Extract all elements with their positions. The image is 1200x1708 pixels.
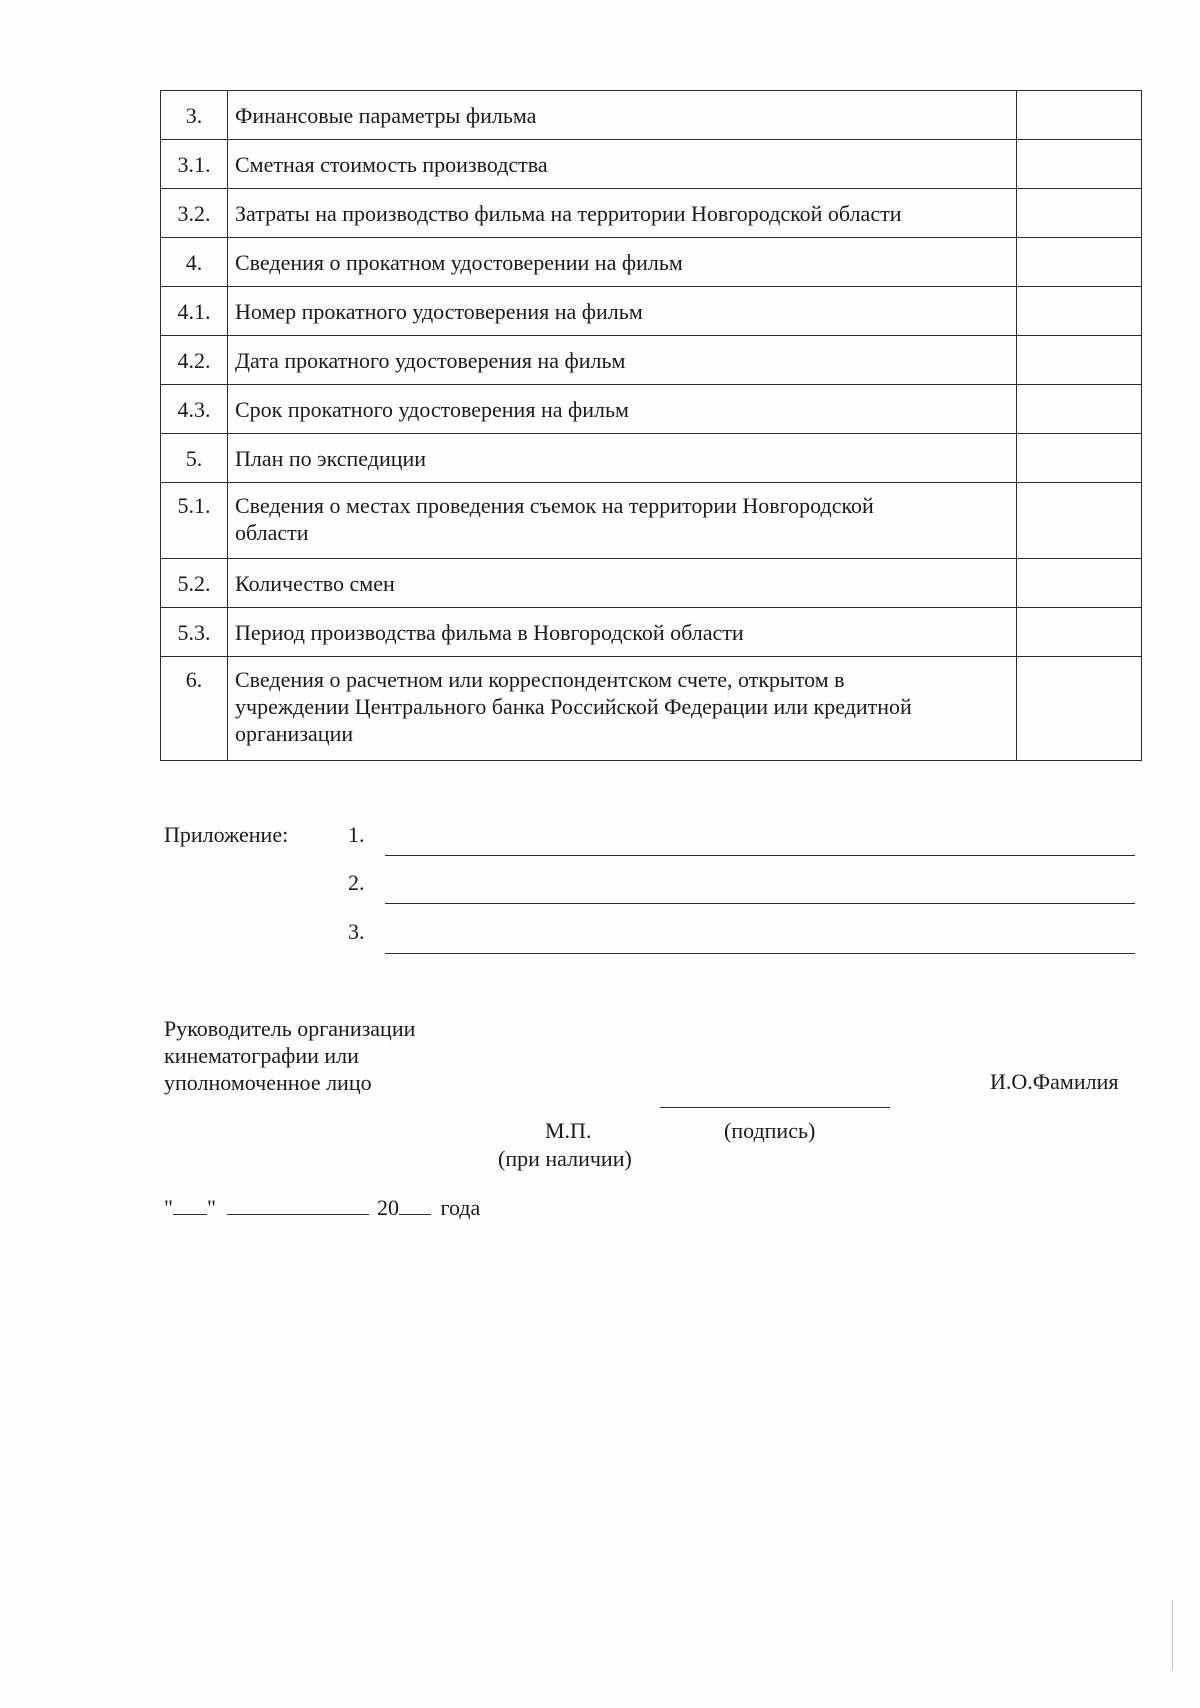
appendix-item-number: 2. [348,870,365,895]
row-number: 3.2. [161,189,228,238]
row-text-line: области [235,520,309,545]
signer-title-line: кинематографии или [164,1043,359,1068]
table-row [161,608,1142,657]
row-text [228,657,1017,761]
row-text: Период производства фильма в Новгородской области [228,608,1017,657]
value-cell[interactable] [1017,238,1142,287]
table-row [161,238,1142,287]
scan-artifact [1172,1600,1173,1670]
appendix-item-number: 1. [348,822,365,847]
table-row [161,559,1142,608]
row-number: 4.1. [161,287,228,336]
value-cell[interactable] [1017,608,1142,657]
table-row [161,189,1142,238]
row-number: 6. [161,657,228,761]
day-blank[interactable] [173,1194,207,1215]
year-suffix: года [440,1195,481,1220]
row-number: 5.1. [161,483,228,559]
row-text-line: Сведения о местах проведения съемок на территории Новгородской [235,493,874,518]
row-number: 5.3. [161,608,228,657]
row-text: Сведения о прокатном удостоверении на фильм [228,238,1017,287]
row-number: 4. [161,238,228,287]
table-row [161,140,1142,189]
table-row [161,657,1142,761]
table-row [161,91,1142,140]
appendix-item-line[interactable] [385,903,1135,904]
row-number: 3. [161,91,228,140]
row-number: 5.2. [161,559,228,608]
row-text: Затраты на производство фильма на территории Новгородской области [228,189,1017,238]
appendix-label: Приложение: [164,822,289,847]
signature-line[interactable] [660,1107,890,1108]
date-close-quote: " [206,1195,216,1220]
value-cell[interactable] [1017,91,1142,140]
value-cell[interactable] [1017,483,1142,559]
signer-name: И.О.Фамилия [990,1069,1119,1094]
value-cell[interactable] [1017,336,1142,385]
table-row [161,287,1142,336]
seal-note: (при наличии) [498,1146,632,1171]
signature-caption: (подпись) [724,1118,816,1143]
seal-label: М.П. [545,1118,592,1143]
value-cell[interactable] [1017,189,1142,238]
table-row [161,336,1142,385]
row-text: Количество смен [228,559,1017,608]
row-text: Срок прокатного удостоверения на фильм [228,385,1017,434]
appendix-item-line[interactable] [385,855,1135,856]
value-cell[interactable] [1017,140,1142,189]
row-text-line: учреждении Центрального банка Российской Федерации или кредитной [235,694,912,719]
row-text: Номер прокатного удостоверения на фильм [228,287,1017,336]
value-cell[interactable] [1017,559,1142,608]
table-row [161,385,1142,434]
date-open-quote: " [164,1195,173,1220]
appendix-item-number: 3. [348,919,365,944]
date-line [164,1194,480,1221]
signer-title-line: Руководитель организации [164,1016,416,1041]
row-text [228,483,1017,559]
month-blank[interactable] [227,1194,369,1215]
value-cell[interactable] [1017,287,1142,336]
value-cell[interactable] [1017,657,1142,761]
appendix-item-line[interactable] [385,953,1135,954]
row-number: 5. [161,434,228,483]
row-number: 4.2. [161,336,228,385]
year-prefix: 20 [376,1195,399,1220]
table-row [161,434,1142,483]
row-text: Сметная стоимость производства [228,140,1017,189]
row-number: 3.1. [161,140,228,189]
value-cell[interactable] [1017,434,1142,483]
row-text: Финансовые параметры фильма [228,91,1017,140]
value-cell[interactable] [1017,385,1142,434]
row-text-line: Сведения о расчетном или корреспондентском счете, открытом в [235,667,845,692]
row-text-line: организации [235,721,354,746]
year-blank[interactable] [399,1194,431,1215]
table-row [161,483,1142,559]
signer-title-line: уполномоченное лицо [164,1070,372,1095]
row-number: 4.3. [161,385,228,434]
signer-title [164,1015,415,1096]
row-text: План по экспедиции [228,434,1017,483]
row-text: Дата прокатного удостоверения на фильм [228,336,1017,385]
application-form-table [160,90,1142,761]
